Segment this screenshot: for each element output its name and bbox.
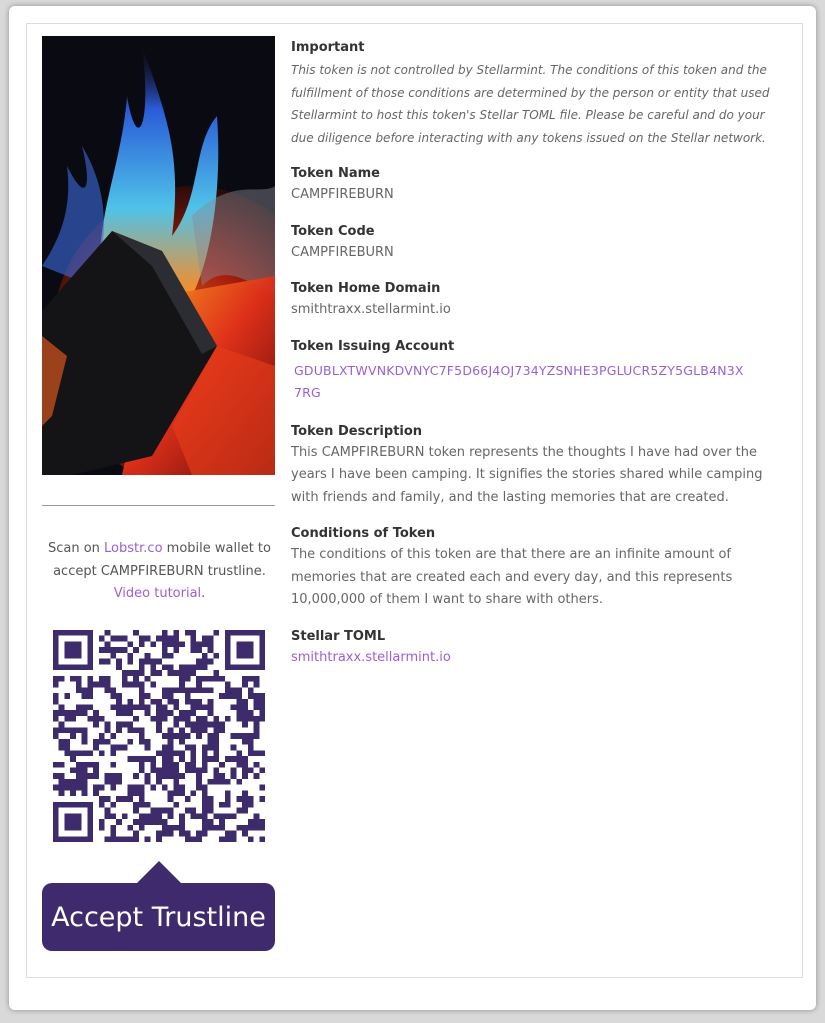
notice-text: This token is not controlled by Stellarmint. The conditions of this token and the fulfillment of those conditions are determined by the person or entity that used Stellarmint to host this token's Stellar TOML file. Please be careful and do your due diligence before interacting with any tokens issued on the Stellar network. (291, 63, 770, 145)
stellar-toml-label: Stellar TOML (291, 628, 386, 644)
token-code-label: Token Code (291, 223, 375, 239)
token-name-label: Token Name (291, 166, 380, 181)
lobstr-link[interactable]: Lobstr.co (104, 541, 163, 556)
token-issuer-label: Token Issuing Account (291, 338, 455, 354)
token-description-value: This CAMPFIREBURN token represents the thoughts I have had over the years I have been camping. It signifies the stories shared while camping with friends and family, and the lasting memories that are created. (291, 444, 763, 505)
issuer-line-1: GDUBLXTWVNKDVNYC7F5D66J4OJ734YZSNHE3PGLUCR5ZY5GLB4N3X (294, 362, 744, 378)
token-image (42, 36, 275, 475)
token-name-value: CAMPFIREBURN (291, 187, 394, 202)
scan-prefix: Scan on (47, 541, 105, 556)
trustline-qr-code[interactable] (53, 630, 265, 842)
divider (42, 505, 275, 506)
issuer-line-2: 7RG (294, 385, 321, 400)
stellar-toml-link[interactable]: smithtraxx.stellarmint.io (291, 649, 451, 665)
token-domain-label: Token Home Domain (291, 281, 441, 296)
notice-title: Important (291, 40, 365, 55)
conditions-label: Conditions of Token (291, 526, 436, 541)
scan-middle: mobile wallet to accept CAMPFIREBURN trustline. (53, 541, 271, 579)
token-description-label: Token Description (291, 423, 423, 439)
video-tutorial-link[interactable]: Video tutorial (113, 586, 202, 601)
token-details (291, 36, 781, 669)
scan-suffix: . (201, 586, 206, 601)
token-code-value: CAMPFIREBURN (291, 244, 394, 260)
button-pointer (136, 861, 182, 884)
conditions-value: The conditions of this token are that there are an infinite amount of memories that are created each and every day, and this represents 10,000,000 of them I want to share with others. (291, 547, 733, 607)
token-issuer-link[interactable] (291, 360, 781, 405)
scan-instructions (42, 538, 277, 606)
token-domain-value: smithtraxx.stellarmint.io (291, 302, 451, 317)
accept-trustline-label: Accept Trustline (51, 901, 266, 933)
accept-trustline-button[interactable] (42, 883, 275, 951)
